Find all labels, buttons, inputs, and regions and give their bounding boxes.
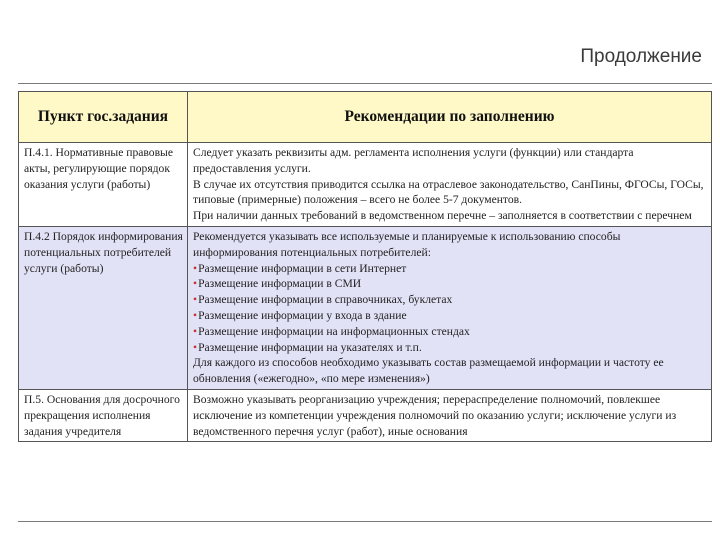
recommendations-table	[18, 91, 712, 442]
item-cell: П.4.1. Нормативные правовые акты, регулирующие порядок оказания услуги (работы)	[19, 143, 188, 227]
slide-title: Продолжение	[580, 46, 702, 67]
bullet-item	[193, 276, 707, 292]
bullet-text: Размещение информации у входа в здание	[198, 308, 407, 322]
bullet-item	[193, 324, 707, 340]
bullet-icon: •	[193, 324, 198, 338]
text-line: Следует указать реквизиты адм. регламента исполнения услуги (функции) или стандарта предоставления услуги.	[193, 146, 634, 175]
top-rule	[18, 83, 712, 84]
bullet-text: Размещение информации в СМИ	[198, 277, 362, 291]
bullet-icon: •	[193, 308, 198, 322]
header-item-column: Пункт гос.задания	[19, 92, 188, 143]
table-row	[19, 389, 712, 441]
bullet-item	[193, 308, 707, 324]
bullet-text: Размещение информации на информационных стендах	[198, 324, 470, 338]
bullet-icon: •	[193, 340, 198, 354]
bullet-text: Размещение информации в сети Интернет	[198, 261, 407, 275]
bullet-text: Размещение информации на указателях и т.п.	[198, 340, 422, 354]
recommendation-cell	[188, 226, 712, 389]
bullet-icon: •	[193, 277, 198, 291]
table-row	[19, 226, 712, 389]
table-header-row	[19, 92, 712, 143]
outro-text: Для каждого из способов необходимо указывать состав размещаемой информации и частоту ее обновления («ежегодно», «по мере изменения»)	[193, 356, 664, 386]
table-row	[19, 143, 712, 227]
bullet-item	[193, 292, 707, 308]
bullet-item	[193, 261, 707, 277]
bullet-icon: •	[193, 261, 198, 275]
bullet-item	[193, 340, 707, 356]
item-cell: П.4.2 Порядок информирования потенциальных потребителей услуги (работы)	[19, 226, 188, 389]
recommendation-cell	[188, 143, 712, 227]
item-cell: П.5. Основания для досрочного прекращения исполнения задания учредителя	[19, 389, 188, 441]
bullet-icon: •	[193, 293, 198, 307]
intro-text: Рекомендуется указывать все используемые и планируемые к использованию способы информирования потенциальных потребителей:	[193, 229, 621, 259]
header-recommendations-column: Рекомендации по заполнению	[188, 92, 712, 143]
recommendation-cell: Возможно указывать реорганизацию учреждения; перераспределение полномочий, повлекшее исключение из компетенции учреждения полномочий по оказанию услуги; исключение услуги из ведомственного перечня услуг (работ), иные основания	[188, 389, 712, 441]
bottom-rule	[18, 521, 712, 522]
text-line: В случае их отсутствия приводится ссылка на отраслевое законодательство, СанПины, ФГОСы, ГОСы, типовые (примерные) положения – всего не более 5-7 документов.	[193, 177, 704, 207]
bullet-text: Размещение информации в справочниках, буклетах	[198, 293, 453, 307]
text-line: При наличии данных требований в ведомственном перечне – заполняется в соответствии с перечнем	[193, 209, 692, 223]
